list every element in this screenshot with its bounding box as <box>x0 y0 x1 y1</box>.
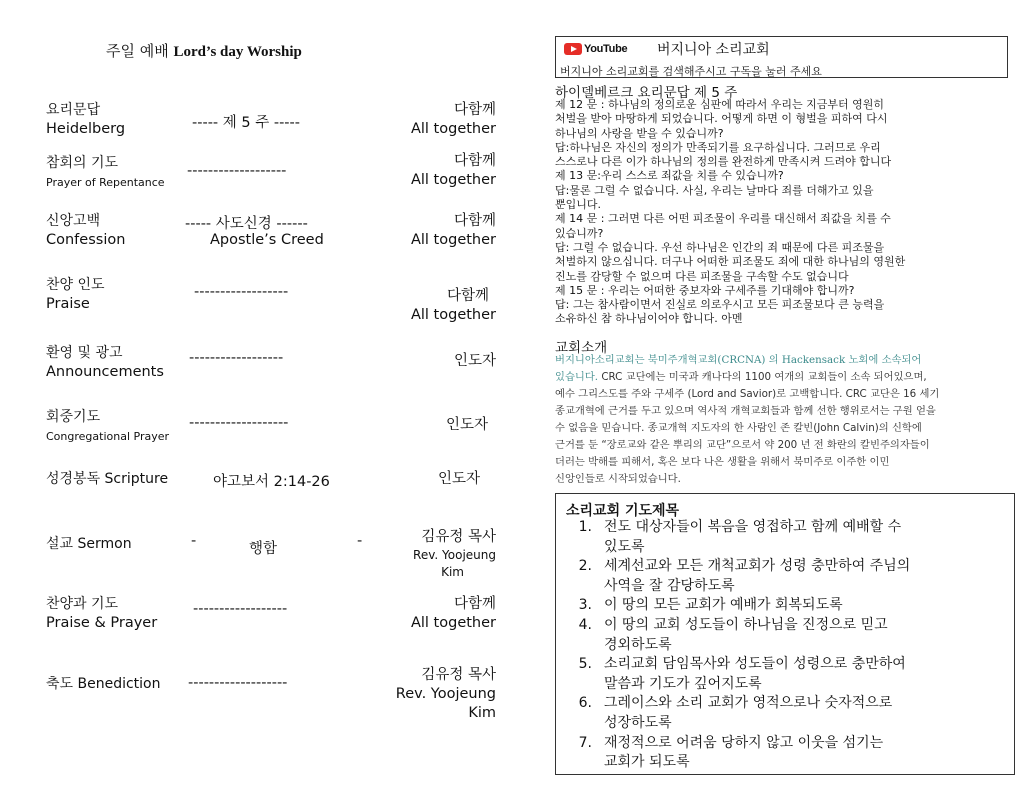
order-mid-benediction: ------------------- <box>188 675 288 691</box>
catechism-line: 제 15 문 : 우리는 어떠한 중보자와 구세주를 기대해야 합니까? <box>555 283 855 297</box>
prayer-item-number: 3. <box>578 597 592 614</box>
prayer-item-number: 6. <box>578 695 592 712</box>
order-leader-sermon: 김유정 목사 Rev. Yoojeung Kim <box>413 529 496 579</box>
prayer-item-line: 전도 대상자들이 복음을 영접하고 함께 예배할 수 <box>604 519 902 535</box>
youtube-channel-name: 버지니아 소리교회 <box>657 42 770 58</box>
prayer-title: 소리교회 기도제목 <box>566 503 680 519</box>
order-mid-right-sermon: - <box>357 533 363 549</box>
order-mid-heidelberg: ----- 제 5 주 ----- <box>192 115 300 131</box>
catechism-line: 제 14 문 : 그러면 다른 어떤 피조물이 우리를 대신해서 죄값을 치를 수 <box>555 212 891 226</box>
youtube-play-icon <box>564 43 582 55</box>
prayer-list <box>564 518 1004 773</box>
prayer-item-line: 사역을 잘 감당하도록 <box>604 577 735 594</box>
order-leader-confession: 다함께 All together <box>410 213 496 248</box>
order-mid-confession: ----- 사도신경 ------ <box>185 216 308 232</box>
order-leader-announcements: 인도자 <box>453 353 496 369</box>
youtube-subscribe-text: 버지니아 소리교회를 검색해주시고 구독을 눌러 주세요 <box>560 65 822 78</box>
order-leader-praise: 다함께 All together <box>410 288 496 323</box>
prayer-box <box>555 493 1015 775</box>
order-item-congregational-prayer: 회중기도 Congregational Prayer <box>46 409 170 443</box>
intro-title: 교회소개 <box>555 340 608 356</box>
catechism-line: 스스로나 다른 이가 하나님의 정의를 완전하게 만족시켜 드려야 합니다 <box>555 155 892 169</box>
order-leader-congregational-prayer: 인도자 <box>445 417 488 433</box>
catechism-line: 하나님의 사랑을 받을 수 있습니까? <box>555 126 724 140</box>
catechism-line: 뿐입니다. <box>555 198 602 212</box>
prayer-item-text <box>604 694 892 733</box>
order-mid-praise: ------------------ <box>194 284 289 300</box>
intro-teal-line2: 있습니다. <box>555 371 599 383</box>
prayer-item-line: 말씀과 기도가 깊어지도록 <box>604 675 762 692</box>
order-mid2-confession: Apostle’s Creed <box>210 232 324 248</box>
prayer-item <box>564 518 1004 557</box>
order-item-scripture: 성경봉독 Scripture <box>46 471 169 487</box>
intro-line: 예수 그리스도를 주와 구세주 (Lord and Savior)로 고백합니다. CRC 교단은 16 세기 <box>555 388 940 400</box>
prayer-item-text <box>604 616 888 655</box>
prayer-item-text <box>604 596 843 616</box>
prayer-item-number: 1. <box>578 519 592 535</box>
prayer-item <box>564 734 1004 773</box>
prayer-item-line: 세계선교와 모든 개척교회가 성령 충만하여 주님의 <box>604 558 911 575</box>
order-mid-left-sermon: - <box>191 533 197 549</box>
prayer-item-line: 이 땅의 모든 교회가 예배가 회복되도록 <box>604 597 843 614</box>
intro-line: 근거를 둔 “장로교와 같은 뿌리의 교단”으로서 약 200 년 전 화란의 칼빈주의자들이 <box>555 439 930 451</box>
prayer-item-line: 재정적으로 어려움 당하지 않고 이웃을 섬기는 <box>604 734 884 751</box>
prayer-item-line: 교회가 되도록 <box>604 754 690 771</box>
order-mid-scripture: 야고보서 2:14-26 <box>213 474 330 490</box>
page-title: 주일 예배 Lord’s day Worship <box>106 42 302 60</box>
youtube-box[interactable] <box>555 36 1008 78</box>
intro-line: 종교개혁에 근거를 두고 있으며 역사적 개혁교회들과 함께 선한 행위로서는 구원 얻을 <box>555 405 936 417</box>
catechism-line: 진노를 감당할 수 없으며 다른 피조물을 구속할 수도 없습니다 <box>555 269 849 283</box>
prayer-item-number: 5. <box>578 656 592 673</box>
prayer-item-line: 경외하도록 <box>604 636 672 653</box>
order-item-repentance: 참회의 기도 Prayer of Repentance <box>46 155 165 189</box>
prayer-item <box>564 655 1004 694</box>
intro-line: 신앙인들로 시작되었습니다. <box>555 473 681 485</box>
order-item-praise: 찬양 인도 Praise <box>46 277 105 312</box>
intro-line: 더러는 박해를 피해서, 혹은 보다 나은 생활을 위해서 북미주로 이주한 이민 <box>555 456 890 468</box>
order-item-announcements: 환영 및 광고 Announcements <box>46 345 164 380</box>
order-mid-repentance: ------------------- <box>187 163 287 179</box>
order-leader-scripture: 인도자 <box>437 471 480 487</box>
prayer-item-line: 있도록 <box>604 538 645 555</box>
prayer-item-number: 7. <box>578 734 592 751</box>
prayer-item-text <box>604 655 906 694</box>
prayer-item-text <box>604 734 883 773</box>
order-item-heidelberg: 요리문답 Heidelberg <box>46 102 126 137</box>
catechism-line: 답:하나님은 자신의 정의가 만족되기를 요구하십니다. 그러므로 우리 <box>555 140 881 154</box>
intro-body: 버지니아소리교회는 북미주개혁교회(CRCNA) 의 Hackensack 노회에 소속되어 있습니다. CRC 교단에는 미국과 캐나다의 1100 여개의 교회들이 소속 되어있으며, 예수 그리스도를 주와 구세주 (Lord and Savior)로 고백합니다. CRC 교단은 16 세기 종교개혁에 근거를 두고 있으며 역사적 개혁교회들과 함께 선한 행위로서는 구원 얻을 수 없음을 믿습니다. 종교개혁 지도자의 한 사람인 존 칼빈(John Calvin)의 신학에 근거를 둔 “장로교와 같은 뿌리의 교단”으로서 약 200 년 전 화란의 칼빈주의자들이 더러는 박해를 피해서, 혹은 보다 나은 생활을 위해서 북미주로 이주한 이민 신앙인들로 시작되었습니다. <box>555 352 1000 488</box>
youtube-logo[interactable]: YouTube <box>564 42 627 56</box>
intro-line: 수 없음을 믿습니다. 종교개혁 지도자의 한 사람인 존 칼빈(John Calvin)의 신학에 <box>555 422 922 434</box>
order-leader-praise-prayer: 다함께 All together <box>410 596 496 631</box>
order-mid-congregational-prayer: ------------------- <box>189 415 289 431</box>
order-leader-benediction: 김유정 목사 Rev. Yoojeung Kim <box>395 667 496 721</box>
catechism-line: 처벌하지 않으십니다. 더구나 어떠한 피조물도 죄에 대한 하나님의 영원한 <box>555 255 906 269</box>
order-leader-repentance: 다함께 All together <box>410 153 496 188</box>
prayer-item <box>564 616 1004 655</box>
order-mid-announcements: ------------------ <box>189 350 284 366</box>
order-mid-praise-prayer: ------------------ <box>193 601 288 617</box>
catechism-line: 제 13 문:우리 스스로 죄값을 치를 수 있습니까? <box>555 169 784 183</box>
prayer-item-number: 4. <box>578 616 592 633</box>
catechism-title: 하이델베르크 요리문답 제 5 주 <box>555 85 738 101</box>
catechism-line: 답: 그럴 수 없습니다. 우선 하나님은 인간의 죄 때문에 다른 피조물을 <box>555 240 885 254</box>
catechism-body <box>555 98 1000 327</box>
prayer-item-line: 이 땅의 교회 성도들이 하나님을 진정으로 믿고 <box>604 616 888 633</box>
intro-teal-line1: 버지니아소리교회는 북미주개혁교회(CRCNA) 의 Hackensack 노회에 소속되어 <box>555 354 922 366</box>
order-mid-sermon: 행함 <box>249 541 278 557</box>
order-leader-heidelberg: 다함께 All together <box>410 102 496 137</box>
catechism-line: 답:물론 그럴 수 없습니다. 사실, 우리는 날마다 죄를 더해가고 있을 <box>555 183 874 197</box>
order-item-sermon: 설교 Sermon <box>46 536 132 552</box>
catechism-line: 답: 그는 참사람이면서 진실로 의로우시고 모든 피조물보다 큰 능력을 <box>555 298 885 312</box>
prayer-item <box>564 557 1004 596</box>
prayer-item-line: 그레이스와 소리 교회가 영적으로나 숫자적으로 <box>604 695 893 712</box>
prayer-item-line: 성장하도록 <box>604 714 672 731</box>
prayer-item <box>564 596 1004 616</box>
order-item-confession: 신앙고백 Confession <box>46 213 126 248</box>
order-item-praise-prayer: 찬양과 기도 Praise & Prayer <box>46 596 158 631</box>
order-item-benediction: 축도 Benediction <box>46 676 161 692</box>
catechism-line: 있습니까? <box>555 226 604 240</box>
catechism-line: 제 12 문 : 하나님의 정의로운 심판에 따라서 우리는 지금부터 영원히 <box>555 98 884 111</box>
prayer-item-number: 2. <box>578 558 592 575</box>
prayer-item <box>564 694 1004 733</box>
prayer-item-text <box>604 518 901 557</box>
catechism-line: 소유하신 참 하나님이어야 합니다. 아멘 <box>555 312 743 326</box>
catechism-line: 처벌을 받아 마땅하게 되었습니다. 어떻게 하면 이 형벌을 피하여 다시 <box>555 112 888 126</box>
prayer-item-text <box>604 557 910 596</box>
prayer-item-line: 소리교회 담임목사와 성도들이 성령으로 충만하여 <box>604 656 906 673</box>
